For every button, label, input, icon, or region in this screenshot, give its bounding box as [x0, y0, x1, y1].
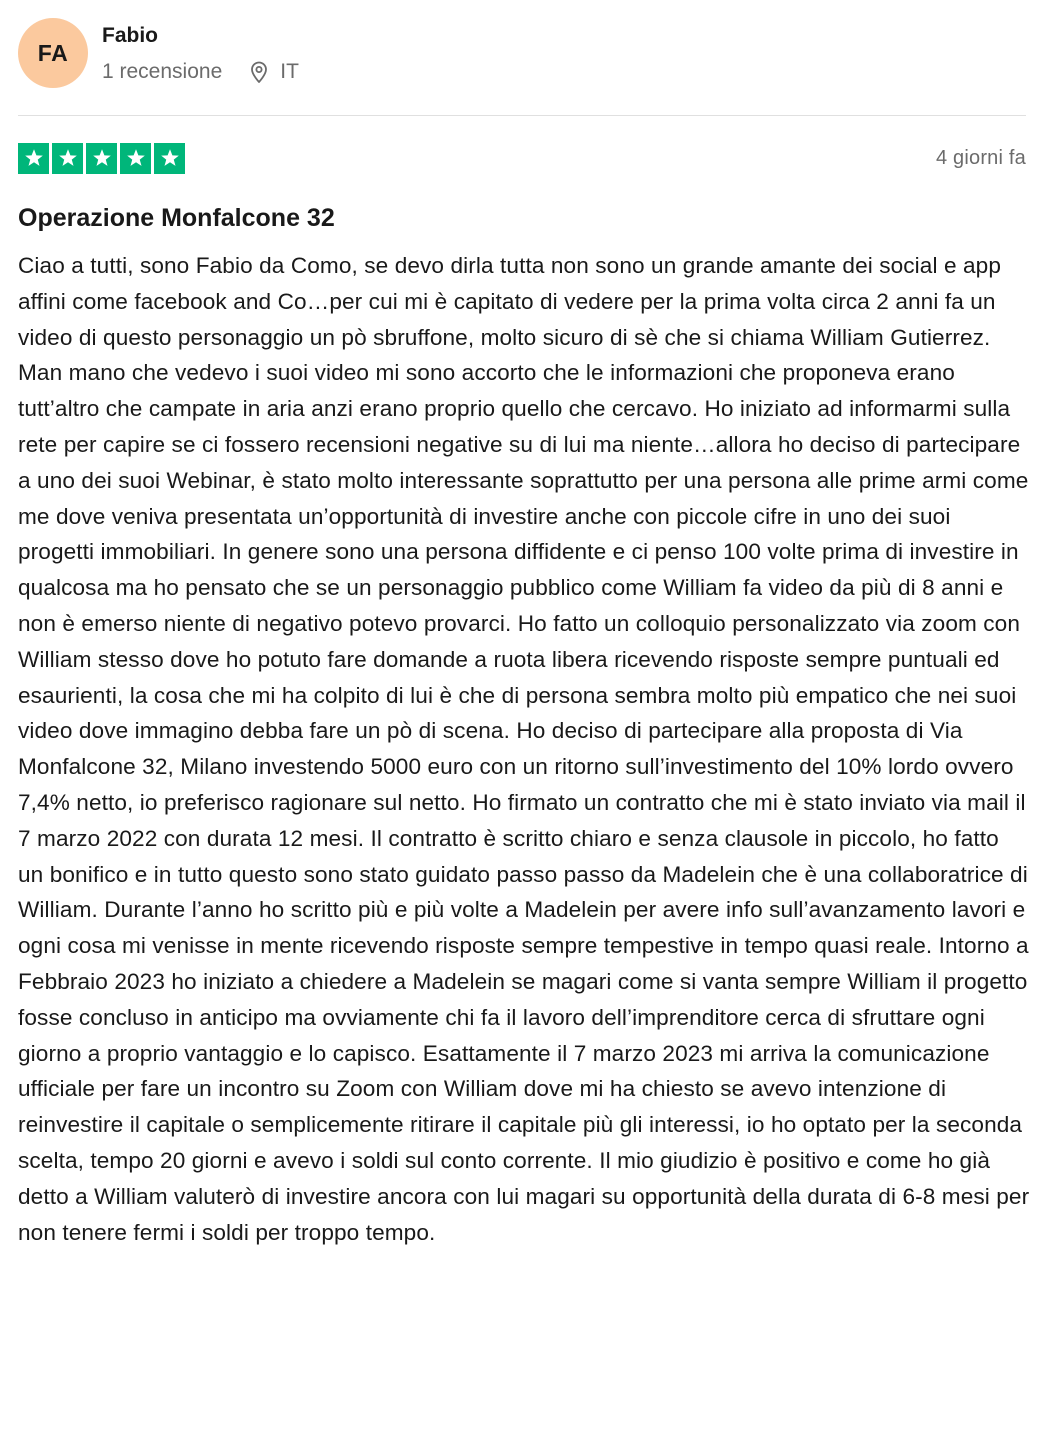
divider	[18, 115, 1026, 116]
review-date: 4 giorni fa	[935, 146, 1026, 169]
star-rating	[18, 143, 188, 174]
star-icon	[86, 143, 117, 174]
star-icon	[120, 143, 151, 174]
reviewer-meta	[102, 58, 299, 86]
review-count: 1 recensione	[102, 60, 223, 83]
rating-row	[18, 143, 1026, 173]
review-title[interactable]: Operazione Monfalcone 32	[18, 204, 335, 232]
reviewer-location: IT	[280, 60, 299, 83]
star-icon	[18, 143, 49, 174]
star-icon	[52, 143, 83, 174]
reviewer-name[interactable]: Fabio	[102, 24, 158, 47]
review-body: Ciao a tutti, sono Fabio da Como, se devo dirla tutta non sono un grande amante dei social e app affini come facebook and Co…per cui mi è capitato di vedere per la prima volta circa 2 anni fa un video di questo personaggio un pò sbruffone, molto sicuro di sè che si chiama William Gutierrez. Man mano che vedevo i suoi video mi sono accorto che le informazioni che proponeva erano tutt’altro che campate in aria anzi erano proprio quello che cercavo. Ho iniziato ad informarmi sulla rete per capire se ci fossero recensioni negative su di lui ma niente…allora ho deciso di partecipare a uno dei suoi Webinar, è stato molto interessante soprattutto per una persona alle prime armi come me dove veniva presentata un’opportunità di investire anche con piccole cifre in uno dei suoi progetti immobiliari. In genere sono una persona diffidente e ci penso 100 volte prima di investire in qualcosa ma ho pensato che se un personaggio pubblico come William fa video da più di 8 anni e non è emerso niente di negativo potevo provarci. Ho fatto un colloquio personalizzato via zoom con William stesso dove ho potuto fare domande a ruota libera ricevendo risposte sempre puntuali ed esaurienti, la cosa che mi ha colpito di lui è che di persona sembra molto più empatico che nei suoi video dove immagino debba fare un pò di scena. Ho deciso di partecipare alla proposta di Via Monfalcone 32, Milano investendo 5000 euro con un ritorno sull’investimento del 10% lordo ovvero 7,4% netto, io preferisco ragionare sul netto. Ho firmato un contratto che mi è stato inviato via mail il 7 marzo 2022 con durata 12 mesi. Il contratto è scritto chiaro e senza clausole in piccolo, ho fatto un bonifico e in tutto questo sono stato guidato passo passo da Madelein che è una collaboratrice di William. Durante l’anno ho scritto più e più volte a Madelein per avere info sull’avanzamento lavori e ogni cosa mi venisse in mente ricevendo risposte sempre tempestive in tempo quasi reale. Intorno a Febbraio 2023 ho iniziato a chiedere a Madelein se magari come si vanta sempre William il progetto fosse concluso in anticipo ma ovviamente chi fa il lavoro dell’imprenditore cerca di sfruttare ogni giorno a proprio vantaggio e lo capisco. Esattamente il 7 marzo 2023 mi arriva la comunicazione ufficiale per fare un incontro su Zoom con William dove mi ha chiesto se avevo intenzione di reinvestire il capitale o semplicemente ritirare il capitale più gli interessi, io ho optato per la seconda scelta, tempo 20 giorni e avevo i soldi sul conto corrente. Il mio giudizio è positivo e come ho già detto a William valuterò di investire ancora con lui magari su opportunità della durata di 6-8 mesi per non tenere fermi i soldi per troppo tempo.	[18, 253, 1030, 1245]
avatar[interactable]: FA	[18, 18, 88, 88]
reviewer-header	[18, 18, 299, 88]
location-pin-icon	[248, 60, 270, 84]
star-icon	[154, 143, 185, 174]
reviewer-info	[102, 18, 299, 86]
